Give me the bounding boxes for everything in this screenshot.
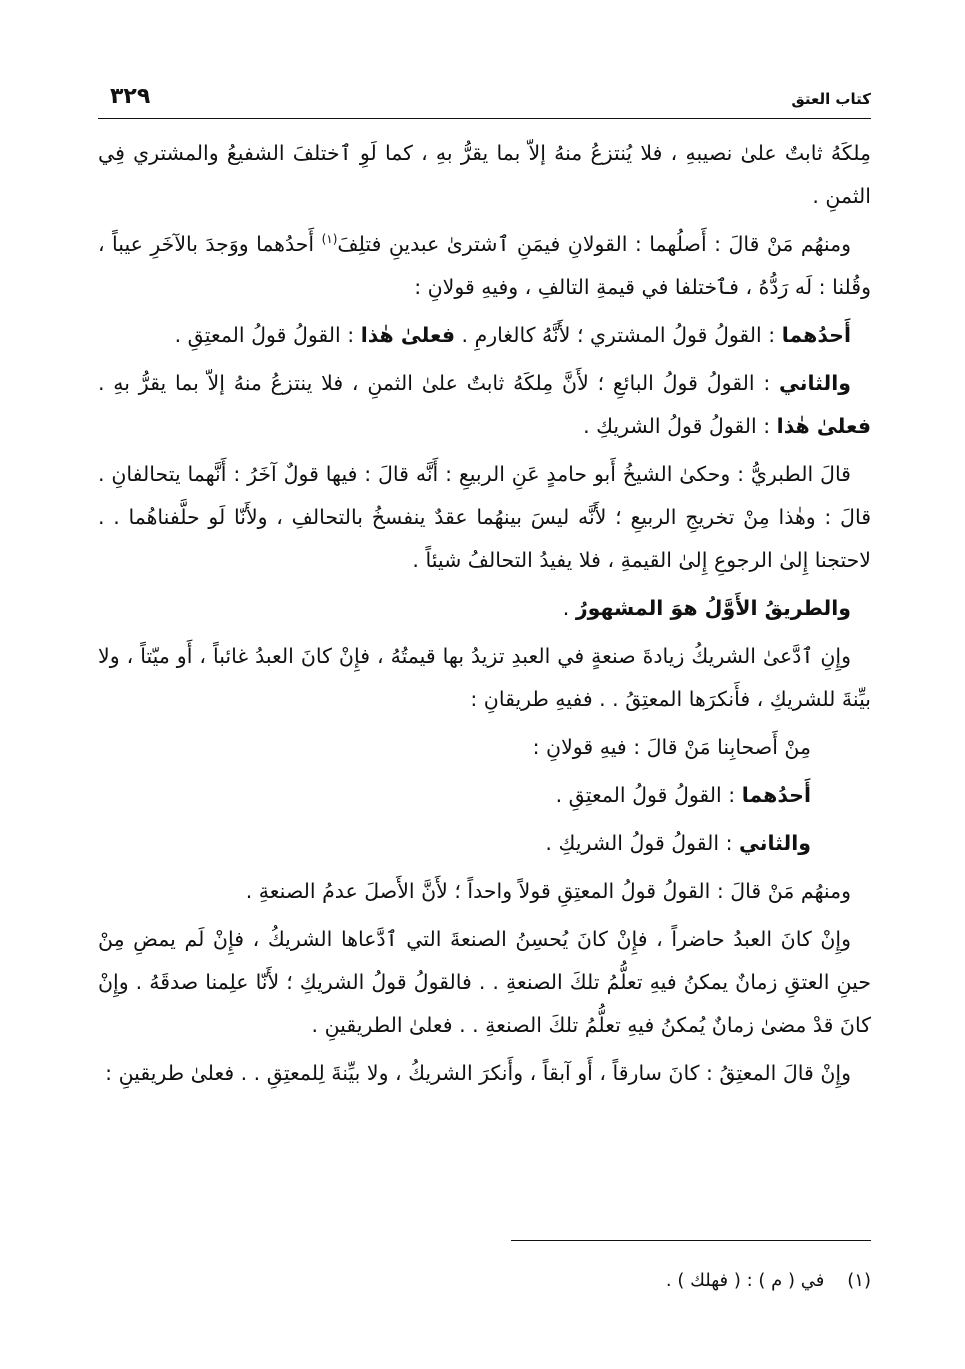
paragraph: وإِنِ ٱدَّعىٰ الشريكُ زيادةَ صنعةٍ في العبدِ تزيدُ بها قيمتُهُ ، فإِنْ كانَ العبدُ غائباً ، أَو ميّتاً ، ولا بيِّنةَ للشريكِ ، فأَنكرَها المعتِقُ . . ففيهِ طريقانِ : <box>98 644 871 711</box>
footnote-marker: (١) <box>321 232 338 247</box>
paragraph: مِلكَهُ ثابتٌ علىٰ نصيبهِ ، فلا يُنتزعُ منهُ إلاّ بما يقرُّ بهِ ، كما لَوِ ٱختلفَ الشفيعُ والمشتري فِي الثمنِ . <box>98 141 871 208</box>
paragraph: ومنهُم مَنْ قالَ : القولُ قولُ المعتِقِ قولاً واحداً ؛ لأَنَّ الأَصلَ عدمُ الصنعةِ . <box>245 879 851 903</box>
paragraph: ومنهُم مَنْ قالَ : أَصلُهما : القولانِ فيمَنِ ٱشترىٰ عبدينِ فتلِفَ$^{(١)}$ أَحدُهما ووَجدَ بالآخَرِ عيباً ، وقُلنا : لَه رَدُّهُ ، فٱختلفا في قيمةِ التالفِ ، وفيهِ قولانِ : <box>98 232 871 299</box>
paragraph: أَحدُهما : القولُ قولُ المعتِقِ . <box>555 783 811 807</box>
paragraph: قالَ الطبريُّ : وحكىٰ الشيخُ أَبو حامدٍ عَنِ الربيعِ : أَنَّه قالَ : فيها قولٌ آخَرُ : أَنَّهما يتحالفانِ . قالَ : وهٰذا مِنْ تخريجِ الربيعِ ؛ لأَنَّه ليسَ بينهُما عقدٌ ينفسخُ بالتحالفِ ، ولأَنّا لَو حلَّفناهُما . . لاحتجنا إِلىٰ الرجوعِ إِلىٰ القيمةِ ، فلا يفيدُ التحالفُ شيئاً . <box>98 462 871 572</box>
book-page <box>98 78 871 1328</box>
paragraph: والثاني : القولُ قولُ الشريكِ . <box>545 831 811 855</box>
chapter-title: كتاب العتق <box>791 90 871 108</box>
page-number: ٣٢٩ <box>110 84 151 109</box>
paragraph: والثاني : القولُ قولُ البائعِ ؛ لأَنَّ مِلكَهُ ثابتٌ علىٰ الثمنِ ، فلا ينتزعُ منهُ إلاّ بما يقرُّ بهِ . فعلىٰ هٰذا : القولُ قولُ الشريكِ . <box>98 371 871 438</box>
paragraph: والطريقُ الأَوَّلُ هوَ المشهورُ . <box>562 596 851 620</box>
footnote <box>98 1270 871 1291</box>
paragraph: مِنْ أَصحابِنا مَنْ قالَ : فيهِ قولانِ : <box>532 735 811 759</box>
footnote-number: (١) <box>847 1270 871 1291</box>
page-body <box>98 132 871 1100</box>
paragraph: أَحدُهما : القولُ قولُ المشتري ؛ لأَنَّهُ كالغارمِ . فعلىٰ هٰذا : القولُ قولُ المعتِقِ . <box>174 323 851 347</box>
footnote-divider <box>511 1240 871 1241</box>
footnote-text: في ( م ) : ( فهلك ) . <box>665 1270 825 1291</box>
page-header <box>98 78 871 119</box>
paragraph: وإِنْ كانَ العبدُ حاضراً ، فإِنْ كانَ يُحسِنُ الصنعةَ التي ٱدَّعاها الشريكُ ، فإِنْ لَم يمضِ مِنْ حينِ العتقِ زمانٌ يمكنُ فيهِ تعلُّمُ تلكَ الصنعةِ . . فالقولُ قولُ الشريكِ ؛ لأَنّا علِمنا صدقَهُ . وإِنْ كانَ قدْ مضىٰ زمانٌ يُمكنُ فيهِ تعلُّمُ تلكَ الصنعةِ . . فعلىٰ الطريقينِ . <box>98 927 871 1037</box>
paragraph: وإِنْ قالَ المعتِقُ : كانَ سارقاً ، أَو آبقاً ، وأَنكرَ الشريكُ ، ولا بيِّنةَ لِلمعتِقِ . . فعلىٰ طريقينِ : <box>105 1061 851 1085</box>
